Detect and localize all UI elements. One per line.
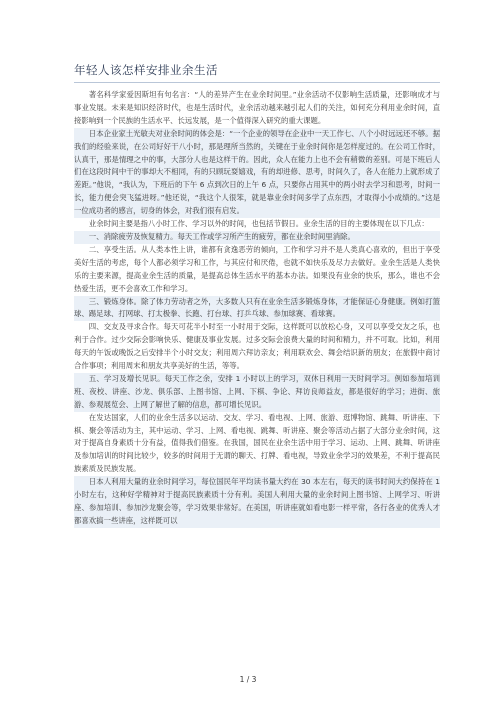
paragraph-6: 三、锻炼身体。除了体力劳动者之外，大多数人只有在业余生活多锻炼身体，才能保证心身健康。例如打篮球、踢足球、打网球、打太极拳、长跑、打台球、打乒乓球、参加球赛、看球赛。 (74, 296, 440, 322)
paragraph-5: 二、享受生活。从人类本性上讲，谁都有贪逸恶劳的倾向，工作和学习并不是人类真心喜欢的，但出于享受美好生活的考虑，每个人都必须学习和工作，与其应付和厌倦，也就不如快乐及尽力去做好。业余生活是人类快乐的主要来源，提高业余生活的质量，是提高总体生活水平的基本办法。如果没有业余的快乐，那么，谁也不会热爱生活，更不会喜欢工作和学习。 (74, 244, 440, 293)
page-number: 1 / 3 (239, 675, 257, 684)
paragraph-8: 五、学习及增长见识。每天工作之余，安排 1 小时以上的学习，双休日利用一天时间学习。例如参加培训班、夜校、讲座、沙龙、俱乐部、上图书馆、上网、下棋、争论、拜访良师益友，都是很好的学习；进街、旅游、参观展览会、上网了解世了解的信息，都可增长见识。 (74, 373, 440, 412)
paragraph-3: 业余时间主要是指八小时工作、学习以外的时间，也包括节假日。业余生活的目的主要体现在以下几点： (88, 219, 429, 229)
paragraph-10: 日本人利用大量的业余时间学习，每位国民年平均读书量大约在 30 本左右，每天的读书时间大约保持在 1 小时左右，这种好学精神对于提高民族素质十分有利。美国人利用大量的业余时间上图书馆、上网学习、听讲座、参加培训、参加沙龙聚会等，学习效果非常好。在美国，听讲座就如看电影一样平常，各行各业的优秀人才都喜欢搞一些讲座，这样既可以 (74, 476, 440, 528)
paragraph-4: 一、消除疲劳及恢复精力。每天工作或学习所产生的疲劳，都在业余时间里消除。 (74, 231, 440, 244)
paragraph-7: 四、交友及寻求合作。每天可花半小时至一小时用于交际，这样既可以放松心身，又可以享受交友之乐，也利于合作。过少交际会影响快乐、健康及事业发展。过多交际会浪费大量的时间和精力，并不可取。比如，利用每天的午饭或晚饭之后安排半个小时交友；利用周六拜访亲友；利用联欢会、舞会结识新的朋友；在旅假中商讨合作事项；利用周末和朋友共享美好的生活，等等。 (74, 322, 440, 371)
paragraph-1: 著名科学家爱因斯坦有句名言：“人的差异产生在业余时间里。”业余活动不仅影响生活质量，还影响成才与事业发展。未来是知识经济时代，也是生活时代，业余活动越来越引起人们的关注，如何充分利用业余时间，直接影响到一个民族的生活水平、长远发展，是一个值得深入研究的重大课题。 (74, 90, 440, 125)
paragraph-2: 日本企业家土光敏夫对业余时间的体会是：“一个企业的领导在企业中一天工作七、八个小时远远还不够。据我们的经验来说，在公司好好干八小时，那是理所当然的，关键在于业余时间你是怎样度过的。在公司工作时，认真干，那是情理之中的事，大部分人也是这样干的。因此，众人在能力上也不会有稍微的差别。可是下班后人们在这段时间中干的事却大不相同，有的只顾玩耍嬉戏，有的却进修、思考，时间久了，各人在能力上就形成了差距。”他说，“我认为，下班后的下午 6 点到次日的上午 6 点，只要你占用其中的两小时去学习和思考，时间一长，能力便会突飞猛进呀。”他还说，“我这个人很笨，就是靠业余时间多学了点东西，才取得小小成绩的。”这是一位成功者的感言，切身的体会，对我们很有启发。 (74, 128, 440, 218)
paragraph-9: 在发达国家，人们的业余生活多以运动、交友、学习、看电视、上网、旅游、逛博物馆、跳舞、听讲座、下棋、聚会等活动为主，其中运动、学习、上网、看电视、跳舞、听讲座、聚会等活动占据了大部分业余时间，这对于提高自身素质十分有益，值得我们借鉴。在我国，国民在业余生活中用于学习、运动、上网、跳舞、听讲座及参加培训的时间比较少，较多的时间用于无谓的聊天、打牌、看电视，导致业余学习的效果差，不利于提高民族素质及民族发展。 (74, 412, 440, 474)
document-title: 年轻人该怎样安排业余生活 (74, 62, 440, 83)
